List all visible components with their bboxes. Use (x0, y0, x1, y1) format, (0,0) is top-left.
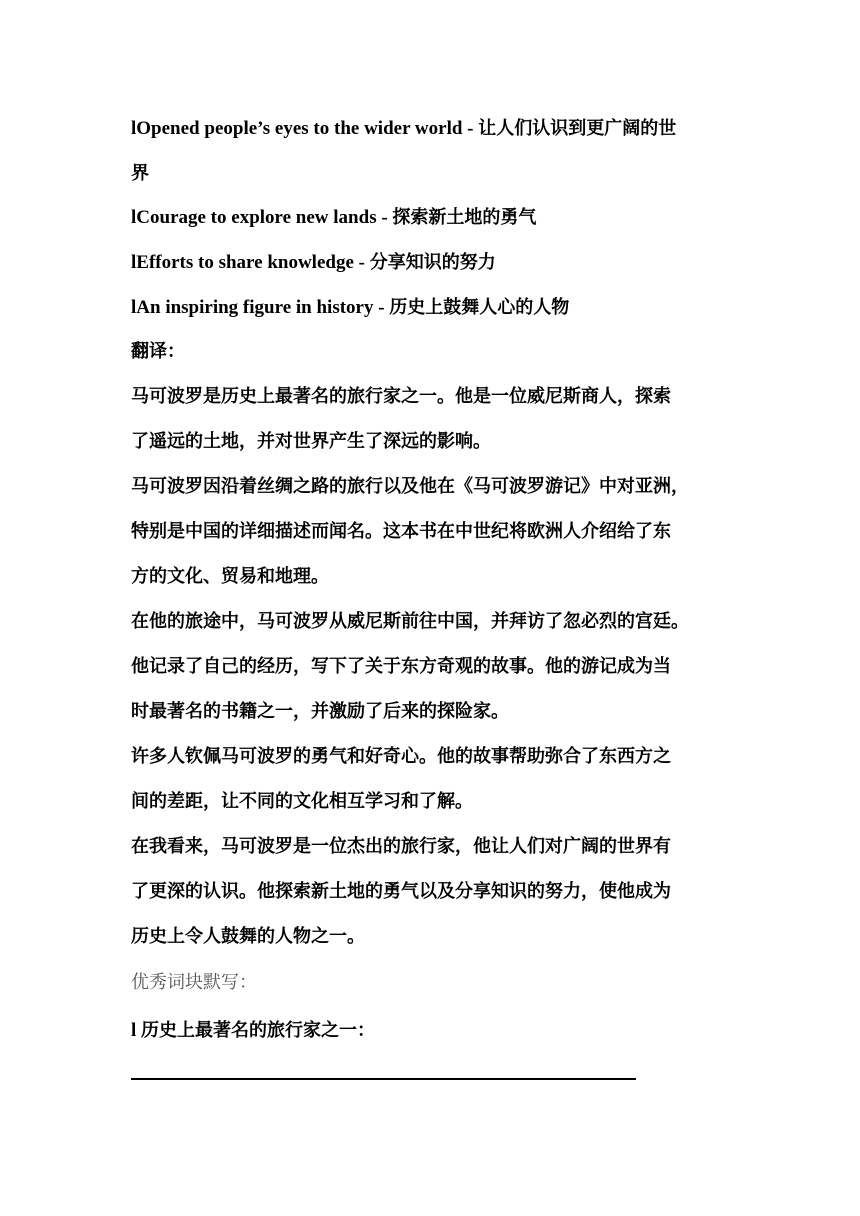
translation-line: 在我看来，马可波罗是一位杰出的旅行家，他让人们对广阔的世界有 (131, 836, 671, 857)
dictation-bullet: l (131, 1020, 142, 1041)
phrase-line-4 (131, 295, 569, 320)
translation-heading: 翻译： (131, 341, 185, 362)
phrase-en: lCourage to explore new lands - (131, 207, 393, 228)
translation-line: 时最著名的书籍之一，并激励了后来的探险家。 (131, 701, 509, 722)
phrase-zh: 探索新土地的勇气 (392, 207, 537, 228)
phrase-en: lAn inspiring figure in history - (131, 297, 390, 318)
phrase-line-3 (131, 250, 496, 275)
translation-line: 马可波罗是历史上最著名的旅行家之一。他是一位威尼斯商人，探索 (131, 386, 671, 407)
translation-line: 他记录了自己的经历，写下了关于东方奇观的故事。他的游记成为当 (131, 656, 671, 677)
phrase-line-2 (131, 205, 536, 230)
phrase-en: lEfforts to share knowledge - (131, 252, 370, 273)
translation-line: 了遥远的土地，并对世界产生了深远的影响。 (131, 431, 491, 452)
translation-line: 许多人钦佩马可波罗的勇气和好奇心。他的故事帮助弥合了东西方之 (131, 746, 671, 767)
translation-line: 特别是中国的详细描述而闻名。这本书在中世纪将欧洲人介绍给了东 (131, 521, 671, 542)
dictation-heading: 优秀词块默写： (131, 972, 257, 993)
phrase-line-1-continued (131, 161, 149, 186)
phrase-zh: 分享知识的努力 (369, 252, 496, 273)
phrase-zh: 历史上鼓舞人心的人物 (389, 297, 570, 318)
phrase-zh-continued: 界 (131, 163, 149, 184)
translation-line: 在他的旅途中，马可波罗从威尼斯前往中国，并拜访了忽必烈的宫廷。 (131, 611, 689, 632)
dictation-item (131, 1018, 375, 1043)
answer-blank-line[interactable] (131, 1078, 636, 1080)
translation-line: 马可波罗因沿着丝绸之路的旅行以及他在《马可波罗游记》中对亚洲， (131, 476, 689, 497)
dictation-prompt: 历史上最著名的旅行家之一： (141, 1020, 376, 1041)
translation-line: 了更深的认识。他探索新土地的勇气以及分享知识的努力，使他成为 (131, 881, 671, 902)
translation-line: 方的文化、贸易和地理。 (131, 566, 329, 587)
phrase-zh: 让人们认识到更广阔的世 (478, 118, 677, 139)
translation-line: 历史上令人鼓舞的人物之一。 (131, 926, 365, 947)
translation-line: 间的差距，让不同的文化相互学习和了解。 (131, 791, 473, 812)
phrase-line-1 (131, 116, 676, 141)
phrase-en: lOpened people’s eyes to the wider world - (131, 118, 479, 139)
